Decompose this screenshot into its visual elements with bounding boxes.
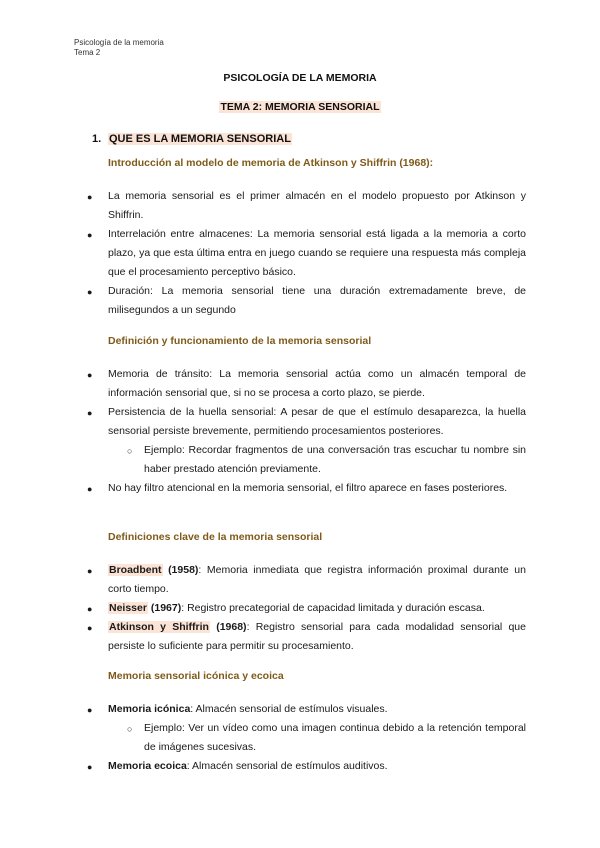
bullet-icon: ●: [87, 408, 93, 418]
bullet-icon: ●: [87, 566, 93, 576]
bullet-icon: ●: [87, 623, 93, 633]
author-year: (1968): [209, 621, 247, 633]
list-item: [108, 618, 526, 656]
list-item: [108, 700, 526, 719]
sub-list-item: Ejemplo: Recordar fragmentos de una conversación tras escuchar tu nombre sin haber prestado atención previamente.: [144, 444, 526, 475]
list-item: [108, 757, 526, 776]
bullet-icon: ●: [87, 192, 93, 202]
header-topic: Tema 2: [74, 48, 101, 57]
sub-list-item: Ejemplo: Ver un vídeo como una imagen continua debido a la retención temporal de imágenes sucesivas.: [144, 722, 526, 753]
key-definitions-heading: Definiciones clave de la memoria sensorial: [108, 531, 323, 543]
page-header: [74, 38, 164, 58]
term-iconic: Memoria icónica: [108, 703, 191, 715]
sub-bullet-icon: ○: [127, 446, 133, 456]
list-item: Duración: La memoria sensorial tiene una duración extremadamente breve, de milisegundos a un segundo: [108, 285, 526, 316]
header-course: Psicología de la memoria: [74, 38, 164, 47]
section-heading: [92, 133, 292, 145]
list-item: Interrelación entre almacenes: La memoria sensorial está ligada a la memoria a corto plazo, ya que esta última entra en juego cuando se requiere una respuesta más compleja que el procesamiento perceptivo básico.: [108, 228, 526, 278]
definition-text: : Registro precategorial de capacidad limitada y duración escasa.: [181, 602, 485, 614]
author-year: (1967): [147, 602, 182, 614]
definition-text: : Memoria inmediata que registra información proximal durante un corto tiempo.: [108, 564, 526, 595]
author-name: Atkinson y Shiffrin: [109, 621, 209, 633]
document-title: PSICOLOGÍA DE LA MEMORIA: [223, 72, 377, 84]
author-name: Neisser: [109, 602, 147, 614]
author-year: (1958): [162, 564, 199, 576]
bullet-icon: ●: [87, 604, 93, 614]
list-item: Persistencia de la huella sensorial: A pesar de que el estímulo desaparezca, la huella sensorial persiste brevemente, permitiendo procesamientos posteriores.: [108, 406, 526, 437]
term-echoic: Memoria ecoica: [108, 760, 187, 772]
term-text: : Almacén sensorial de estímulos auditivos.: [186, 760, 388, 772]
bullet-icon: ●: [87, 287, 93, 297]
definition-heading: Definición y funcionamiento de la memoria sensorial: [108, 335, 372, 347]
list-item: [108, 561, 526, 599]
section-number: 1.: [92, 133, 102, 145]
bullet-icon: ●: [87, 762, 93, 772]
bullet-icon: ●: [87, 705, 93, 715]
bullet-icon: ●: [87, 370, 93, 380]
author-name: Broadbent: [109, 564, 162, 576]
iconic-echoic-heading: Memoria sensorial icónica y ecoica: [108, 670, 284, 682]
section-title: QUE ES LA MEMORIA SENSORIAL: [109, 133, 291, 145]
bullet-icon: ●: [87, 230, 93, 240]
intro-heading: Introducción al modelo de memoria de Atkinson y Shiffrin (1968):: [108, 157, 434, 169]
bullet-icon: ●: [87, 484, 93, 494]
document-subtitle: [0, 101, 600, 113]
subtitle-highlight: TEMA 2: MEMORIA SENSORIAL: [220, 101, 380, 113]
list-item: Memoria de tránsito: La memoria sensorial actúa como un almacén temporal de información sensorial que, si no se procesa a corto plazo, se pierde.: [108, 368, 526, 399]
list-item: No hay filtro atencional en la memoria sensorial, el filtro aparece en fases posteriores.: [108, 482, 508, 494]
term-text: : Almacén sensorial de estímulos visuales.: [190, 703, 388, 715]
sub-bullet-icon: ○: [127, 724, 133, 734]
list-item: [108, 599, 526, 618]
list-item: La memoria sensorial es el primer almacén en el modelo propuesto por Atkinson y Shiffrin.: [108, 190, 526, 221]
definition-text: : Registro sensorial para cada modalidad sensorial que persiste lo suficiente para permitir su procesamiento.: [108, 621, 526, 652]
